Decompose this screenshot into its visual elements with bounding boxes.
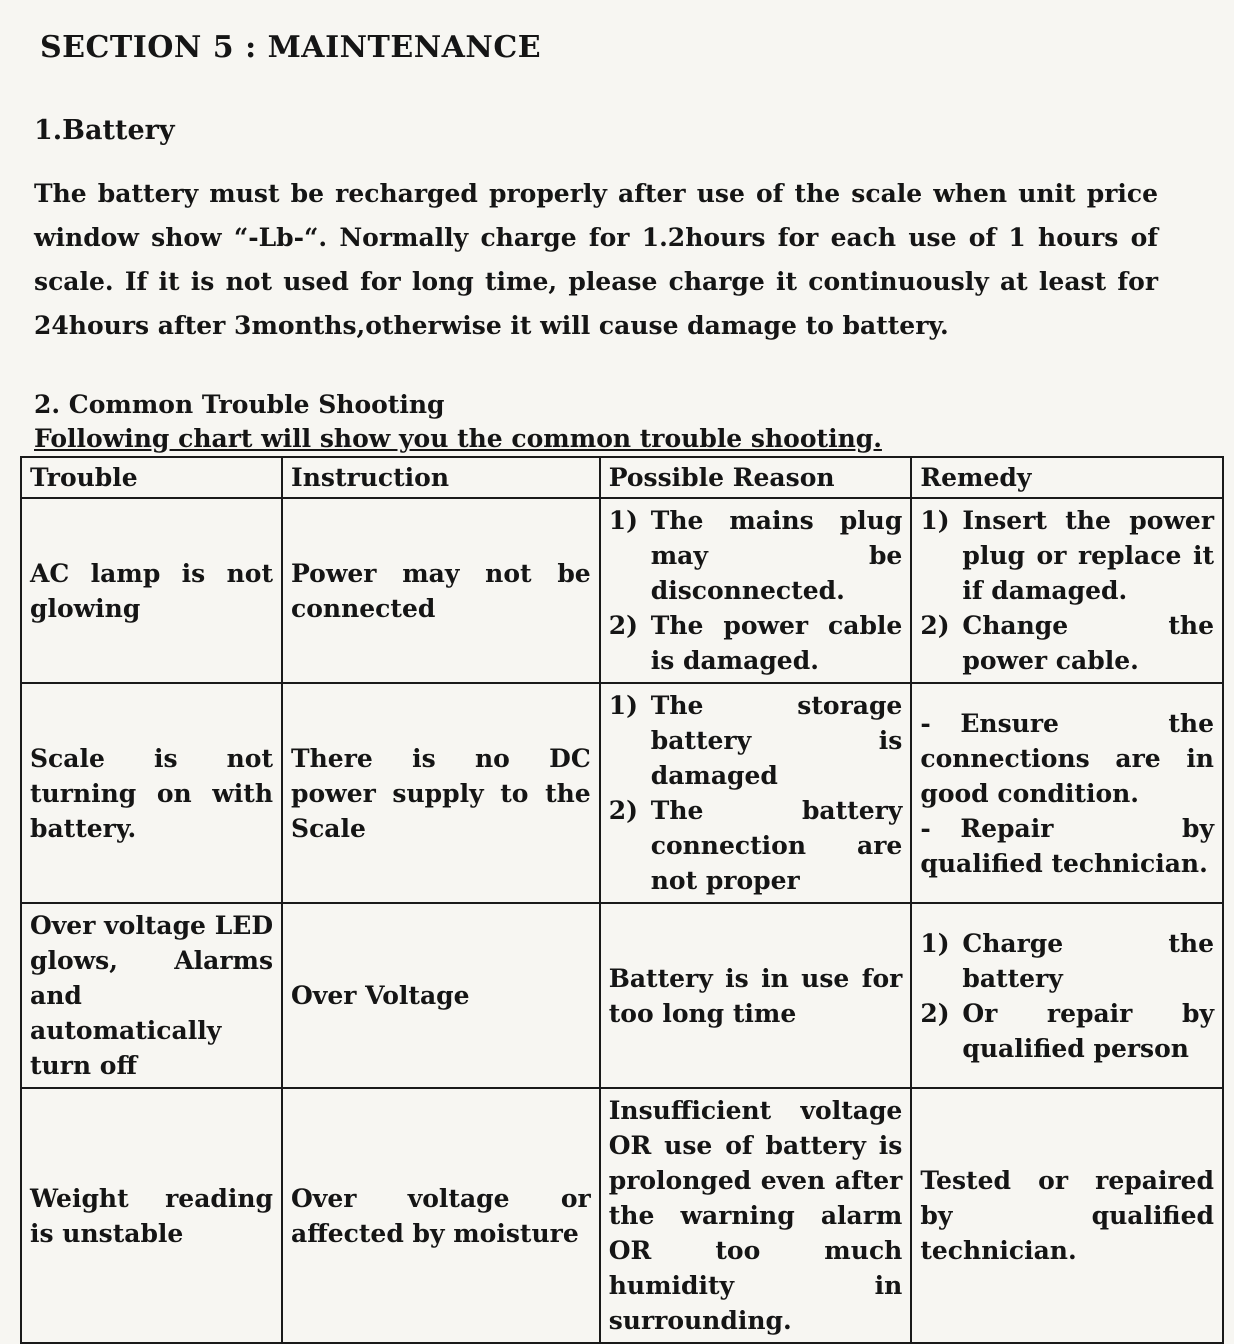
list-item: 2) The battery connection are not proper <box>608 796 903 895</box>
remedy-cell <box>911 903 1223 1088</box>
reason-cell: Battery is in use for too long time <box>600 903 912 1088</box>
battery-paragraph: The battery must be recharged properly after use of the scale when unit price window show “-Lb-“. Normally charge for 1.2hours for each use of 1 hours of scale. If it is not used for long time, please charge it continuously at least for 24hours after 3months,otherwise it will cause damage to battery. <box>34 179 1158 340</box>
remedy-cell <box>911 498 1223 683</box>
battery-heading: 1.Battery <box>34 115 175 146</box>
table-row <box>21 1088 1223 1343</box>
list-item: - Ensure the connections are in good condition. <box>920 708 1214 808</box>
table-row <box>21 903 1223 1088</box>
header-remedy: Remedy <box>911 457 1223 498</box>
list-item: 2) Change the power cable. <box>920 611 1214 675</box>
table-row <box>21 498 1223 683</box>
remedy-cell <box>911 683 1223 903</box>
list-item: 2) Or repair by qualified person <box>920 998 1214 1063</box>
instruction-cell: There is no DC power supply to the Scale <box>282 683 600 903</box>
list-item: 1) The storage battery is damaged <box>608 691 903 790</box>
list-item: - Repair by qualified technician. <box>920 813 1214 878</box>
list-item: 1) Charge the battery <box>920 928 1214 993</box>
instruction-cell: Over voltage or affected by moisture <box>282 1088 600 1343</box>
troubleshooting-table <box>20 456 1224 1344</box>
header-trouble: Trouble <box>21 457 282 498</box>
troubleshooting-heading: 2. Common Trouble Shooting <box>34 390 445 419</box>
trouble-cell: Scale is not turning on with battery. <box>21 683 282 903</box>
section-title: SECTION 5 : MAINTENANCE <box>40 30 542 65</box>
troubleshooting-intro: Following chart will show you the common trouble shooting. <box>34 424 882 453</box>
trouble-cell: Over voltage LED glows, Alarms and automatically turn off <box>21 903 282 1088</box>
list-item: 1) Insert the power plug or replace it if damaged. <box>920 506 1214 605</box>
instruction-cell: Over Voltage <box>282 903 600 1088</box>
list-item: 2) The power cable is damaged. <box>608 611 903 675</box>
reason-cell <box>600 683 912 903</box>
reason-cell: Insufficient voltage OR use of battery is prolonged even after the warning alarm OR too much humidity in surrounding. <box>600 1088 912 1343</box>
table-row <box>21 683 1223 903</box>
reason-cell <box>600 498 912 683</box>
list-item: 1) The mains plug may be disconnected. <box>608 506 903 605</box>
header-possible-reason: Possible Reason <box>600 457 912 498</box>
trouble-cell: AC lamp is not glowing <box>21 498 282 683</box>
remedy-cell: Tested or repaired by qualified technician. <box>911 1088 1223 1343</box>
instruction-cell: Power may not be connected <box>282 498 600 683</box>
trouble-cell: Weight reading is unstable <box>21 1088 282 1343</box>
table-header-row <box>21 457 1223 498</box>
header-instruction: Instruction <box>282 457 600 498</box>
